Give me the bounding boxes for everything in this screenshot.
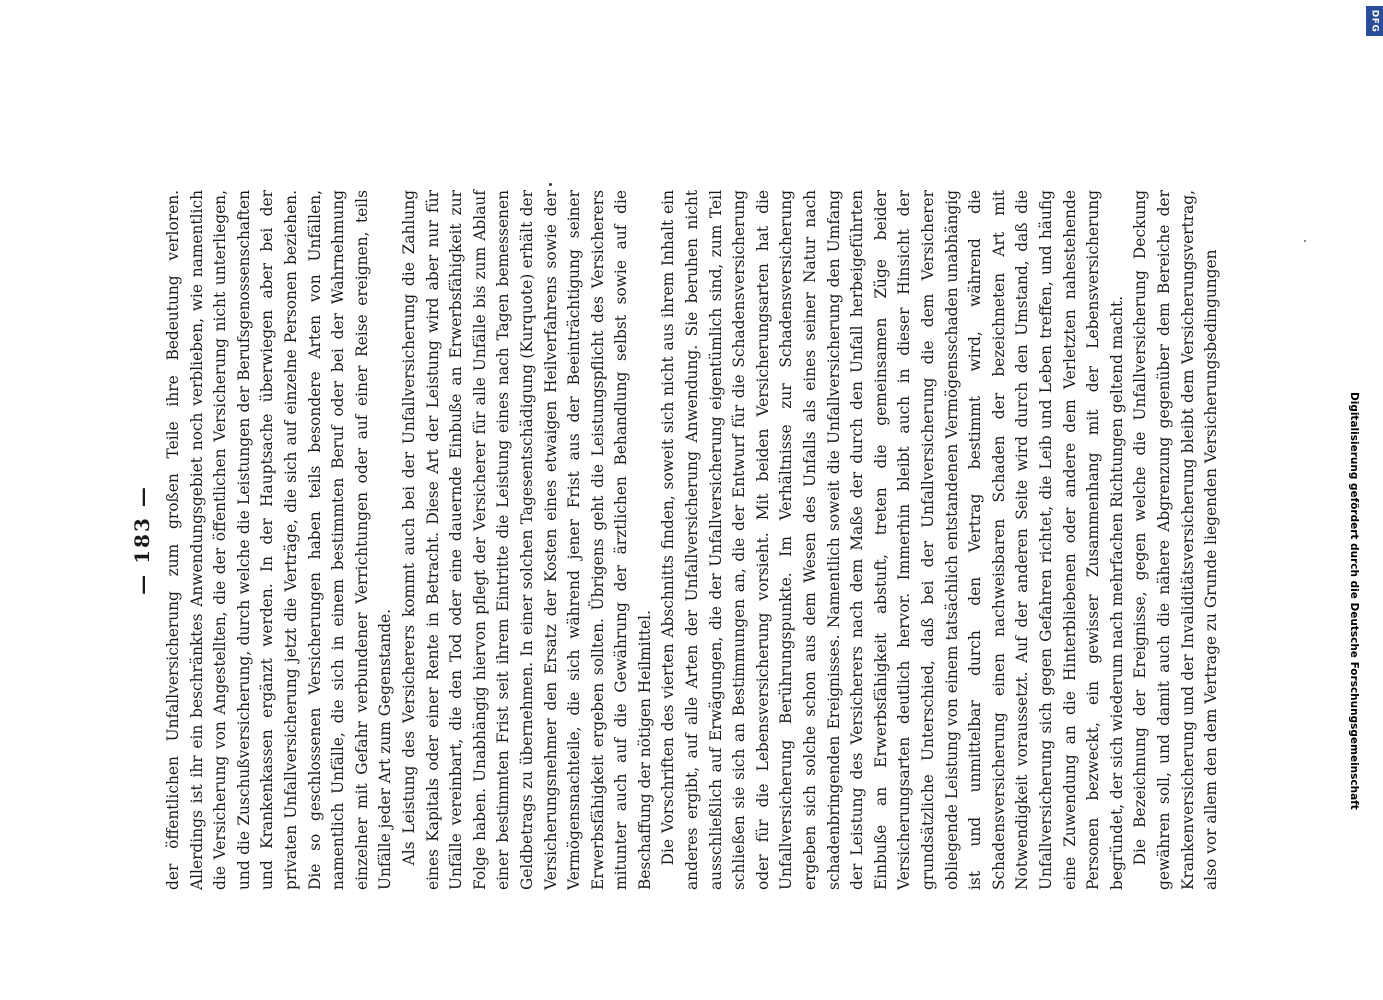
dfg-logo-text: DFG [1369,9,1380,33]
paragraph-1: der öffentlichen Unfallversicherung zum großen Teile ihre Bedeutung verloren. Allerdings ist ihr ein beschränktes Anwendungsgebiet noch verblieben, wie namentlich die Versicherung von Angestellten, die der öffentlichen Versicherung nicht unterliegen, und die Zuschußversicherung, durch welche die Leistungen der Berufsgenossenschaften und Krankenkassen ergänzt werden. In der Hauptsache überwiegen aber bei der privaten Unfallversicherung jetzt die Verträge, die sich auf einzelne Personen beziehen. Die so geschlossenen Versicherungen haben teils besondere Arten von Unfällen, namentlich Unfälle, die sich in einem bestimmten Beruf oder bei der Wahrnehmung einzelner mit Gefahr verbundener Verrichtungen oder auf einer Reise ereignen, teils Unfälle jeder Art zum Gegenstande. [164,190,395,890]
dfg-logo [1366,6,1383,36]
page-number-header: — 183 — [130,485,154,595]
speck-mark [549,183,552,186]
body-text [162,190,1224,890]
speck-mark [1304,240,1306,242]
paragraph-3: Die Vorschriften des vierten Abschnitts finden, soweit sich nicht aus ihrem Inhalt ein anderes ergibt, auf alle Arten der Unfallversicherung Anwendung. Sie beruhen nicht ausschließlich auf Erwägungen, die der Unfallversicherung eigentümlich sind, zum Teil schließen sie sich an Bestimmungen an, die der Entwurf für die Schadensversicherung oder für die Lebensversicherung vorsieht. Mit beiden Versicherungsarten hat die Unfallversicherung Berührungspunkte. Im Verhältnisse zur Schadensversicherung ergeben sich solche schon aus dem Wesen des Unfalls als eines seiner Natur nach schadenbringenden Ereignisses. Namentlich soweit die Unfallversicherung den Umfang der Leistung des Versicherers nach dem Maße der durch den Unfall herbeigeführten Einbuße an Erwerbsfähigkeit abstuft, treten die gemeinsamen Züge beider Versicherungsarten deutlich hervor. Immerhin bleibt auch in dieser Hinsicht der grundsätzliche Unterschied, daß bei der Unfallversicherung die dem Versicherer obliegende Leistung von einem tatsächlich entstandenen Vermögensschaden unabhängig ist und unmittelbar durch den Vertrag bestimmt wird, während die Schadensversicherung einen nachweisbaren Schaden der bezeichneten Art mit Notwendigkeit voraussetzt. Auf der anderen Seite wird durch den Umstand, daß die Unfallversicherung sich gegen Gefahren richtet, die Leib und Leben treffen, und häufig eine Zuwendung an die Hinterbliebenen oder andere dem Verletzten nahestehende Personen bezweckt, ein gewisser Zusammenhang mit der Lebensversicherung begründet, der sich wiederum nach mehrfachen Richtungen geltend macht. [659,190,1126,890]
credit-text: Digitalisierung gefördert durch die Deutsche Forschungsgemeinschaft [1348,392,1360,810]
paragraph-2: Als Leistung des Versicherers kommt auch bei der Unfallversicherung die Zahlung eines Kapitals oder einer Rente in Betracht. Diese Art der Leistung wird aber nur für Unfälle vereinbart, die den Tod oder eine dauernde Einbuße an Erwerbsfähigkeit zur Folge haben. Unabhängig hiervon pflegt der Versicherer für alle Unfälle bis zum Ablauf einer bestimmten Frist seit ihrem Eintritte die Leistung eines nach Tagen bemessenen Geldbetrags zu übernehmen. In einer solchen Tagesentschädigung (Kurquote) erhält der Versicherungsnehmer den Ersatz der Kosten eines etwaigen Heilverfahrens sowie der Vermögensnachteile, die sich während jener Frist aus der Beeinträchtigung seiner Erwerbsfähigkeit ergeben sollten. Übrigens geht die Leistungspflicht des Versicherers mitunter auch auf die Gewährung der ärztlichen Behandlung selbst sowie auf die Beschaffung der nötigen Heilmittel. [399,190,654,890]
digitization-credit [1348,392,1360,810]
paragraph-4: Die Bezeichnung der Ereignisse, gegen welche die Unfallversicherung Deckung gewähren soll, und damit auch die nähere Abgrenzung gegenüber dem Bereiche der Krankenversicherung und der Invaliditätsversicherung bleibt dem Versicherungsvertrag, also vor allem den dem Vertrage zu Grunde liegenden Versicherungsbedingungen [1131,190,1221,890]
scanned-page [130,190,1221,890]
